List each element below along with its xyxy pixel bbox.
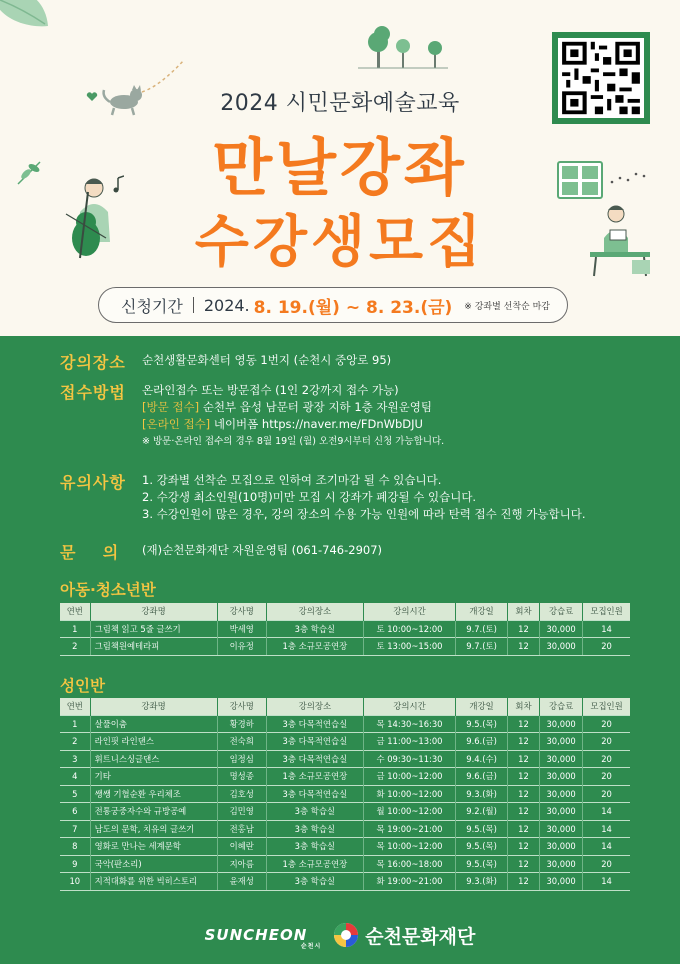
table-cell: 지적대화를 위한 빅히스토리 bbox=[90, 873, 217, 891]
table-cell: 20 bbox=[583, 785, 630, 803]
adult-section-title: 성인반 bbox=[60, 677, 105, 695]
column-header: 강의장소 bbox=[266, 603, 363, 620]
notice-item: 1. 강좌별 선착순 모집으로 인하여 조기마감 될 수 있습니다. bbox=[142, 473, 442, 487]
table-cell: 1층 소규모공연장 bbox=[266, 768, 363, 786]
table-cell: 토 13:00~15:00 bbox=[363, 638, 455, 656]
adult-course-rows bbox=[60, 715, 630, 890]
table-cell: 14 bbox=[583, 820, 630, 838]
column-header: 강좌명 bbox=[90, 603, 217, 620]
table-header-row bbox=[60, 698, 630, 715]
table-cell: 20 bbox=[583, 715, 630, 733]
table-cell: 쌩쌩 기혈순환 우리체조 bbox=[90, 785, 217, 803]
table-cell: 9.5.(목) bbox=[456, 715, 508, 733]
apply-note: ※ 방문·온라인 접수의 경우 8월 19일 (월) 오전9시부터 신청 가능합니다. bbox=[142, 436, 445, 447]
youth-section-title: 아동·청소년반 bbox=[60, 581, 156, 599]
table-cell: 12 bbox=[507, 620, 539, 638]
youth-course-rows bbox=[60, 620, 630, 655]
table-cell: 7 bbox=[60, 820, 90, 838]
table-cell: 김민영 bbox=[217, 803, 266, 821]
table-cell: 황경하 bbox=[217, 715, 266, 733]
table-cell: 14 bbox=[583, 803, 630, 821]
apply-visit-line bbox=[142, 399, 444, 416]
suncheon-city-logo bbox=[204, 926, 322, 950]
table-cell: 30,000 bbox=[540, 638, 583, 656]
period-year: 2024. bbox=[203, 295, 250, 315]
table-cell: 12 bbox=[507, 855, 539, 873]
table-cell: 남도의 문학, 치유의 글쓰기 bbox=[90, 820, 217, 838]
venue-text: 순천생활문화센터 영동 1번지 (순천시 중앙로 95) bbox=[142, 353, 392, 367]
table-cell: 3층 다목적연습실 bbox=[266, 750, 363, 768]
apply-text bbox=[142, 380, 444, 450]
table-row bbox=[60, 768, 630, 786]
table-cell: 9.6.(금) bbox=[456, 768, 508, 786]
period-dates: 8. 19.(월) ~ 8. 23.(금) bbox=[253, 297, 453, 318]
table-cell: 3층 학습실 bbox=[266, 620, 363, 638]
column-header: 모집인원 bbox=[583, 698, 630, 715]
table-cell: 5 bbox=[60, 785, 90, 803]
column-header: 강의시간 bbox=[363, 603, 455, 620]
table-cell: 윤재성 bbox=[217, 873, 266, 891]
table-row bbox=[60, 750, 630, 768]
table-row bbox=[60, 715, 630, 733]
poster-header bbox=[0, 0, 680, 336]
table-cell: 12 bbox=[507, 873, 539, 891]
table-cell: 토 10:00~12:00 bbox=[363, 620, 455, 638]
table-cell: 3층 다목적연습실 bbox=[266, 715, 363, 733]
contact-text: (재)순천문화재단 자원운영팀 (061-746-2907) bbox=[142, 543, 383, 557]
table-cell: 1층 소규모공연장 bbox=[266, 638, 363, 656]
table-cell: 수 09:30~11:30 bbox=[363, 750, 455, 768]
apply-online-tag: [온라인 접수] bbox=[142, 417, 211, 431]
column-header: 연번 bbox=[60, 603, 90, 620]
table-cell: 30,000 bbox=[540, 838, 583, 856]
table-cell: 1층 소규모공연장 bbox=[266, 855, 363, 873]
youth-course-table bbox=[60, 603, 630, 656]
table-cell: 4 bbox=[60, 768, 90, 786]
column-header: 강사명 bbox=[217, 603, 266, 620]
table-cell: 20 bbox=[583, 733, 630, 751]
table-row bbox=[60, 785, 630, 803]
table-cell: 3층 학습실 bbox=[266, 873, 363, 891]
application-period-banner bbox=[98, 287, 568, 323]
table-cell: 목 10:00~12:00 bbox=[363, 838, 455, 856]
notice-text bbox=[142, 470, 586, 523]
table-cell: 3 bbox=[60, 750, 90, 768]
table-cell: 20 bbox=[583, 750, 630, 768]
table-cell: 그림책 읽고 5줄 글쓰기 bbox=[90, 620, 217, 638]
table-cell: 지아름 bbox=[217, 855, 266, 873]
table-cell: 20 bbox=[583, 855, 630, 873]
table-cell: 30,000 bbox=[540, 733, 583, 751]
table-cell: 30,000 bbox=[540, 768, 583, 786]
table-cell: 임정심 bbox=[217, 750, 266, 768]
leaf-decoration-icon bbox=[0, 0, 60, 46]
suncheon-logo-subtext: 순천시 bbox=[300, 943, 322, 950]
notice-row bbox=[60, 470, 586, 523]
table-cell: 12 bbox=[507, 820, 539, 838]
table-cell: 박세영 bbox=[217, 620, 266, 638]
table-cell: 9.2.(월) bbox=[456, 803, 508, 821]
column-header: 회차 bbox=[507, 698, 539, 715]
table-cell: 국악(판소리) bbox=[90, 855, 217, 873]
table-row bbox=[60, 733, 630, 751]
table-cell: 9.7.(토) bbox=[456, 620, 508, 638]
table-cell: 이혜란 bbox=[217, 838, 266, 856]
table-cell: 목 19:00~21:00 bbox=[363, 820, 455, 838]
table-cell: 금 10:00~12:00 bbox=[363, 768, 455, 786]
table-cell: 20 bbox=[583, 768, 630, 786]
contact-row bbox=[60, 540, 382, 563]
table-cell: 목 14:30~16:30 bbox=[363, 715, 455, 733]
table-cell: 전홍남 bbox=[217, 820, 266, 838]
table-cell: 전통궁중자수와 규방공예 bbox=[90, 803, 217, 821]
column-header: 개강일 bbox=[456, 698, 508, 715]
suncheon-logo-text: SUNCHEON bbox=[204, 926, 308, 944]
contact-label: 문 의 bbox=[60, 543, 120, 562]
venue-row bbox=[60, 350, 391, 373]
table-cell: 9.3.(화) bbox=[456, 785, 508, 803]
table-cell: 화 19:00~21:00 bbox=[363, 873, 455, 891]
column-header: 강좌명 bbox=[90, 698, 217, 715]
table-cell: 영화로 만나는 세계문학 bbox=[90, 838, 217, 856]
table-cell: 1 bbox=[60, 620, 90, 638]
table-cell: 3층 학습실 bbox=[266, 803, 363, 821]
table-cell: 9.5.(목) bbox=[456, 855, 508, 873]
table-cell: 명성종 bbox=[217, 768, 266, 786]
table-cell: 1 bbox=[60, 715, 90, 733]
table-cell: 12 bbox=[507, 803, 539, 821]
apply-row bbox=[60, 380, 444, 450]
table-cell: 12 bbox=[507, 768, 539, 786]
table-cell: 월 10:00~12:00 bbox=[363, 803, 455, 821]
table-cell: 목 16:00~18:00 bbox=[363, 855, 455, 873]
table-cell: 14 bbox=[583, 838, 630, 856]
apply-online-line[interactable] bbox=[142, 416, 444, 433]
column-header: 강습료 bbox=[540, 603, 583, 620]
table-cell: 전숙희 bbox=[217, 733, 266, 751]
poster-title-line1: 만날강좌 bbox=[212, 131, 468, 204]
table-cell: 30,000 bbox=[540, 750, 583, 768]
table-cell: 30,000 bbox=[540, 873, 583, 891]
table-cell: 3층 다목적연습실 bbox=[266, 733, 363, 751]
table-cell: 14 bbox=[583, 620, 630, 638]
table-cell: 라인핏 라인댄스 bbox=[90, 733, 217, 751]
notice-label: 유의사항 bbox=[60, 473, 126, 492]
table-cell: 14 bbox=[583, 873, 630, 891]
apply-visit-text: 순천부 읍성 남문터 광장 지하 1층 자원운영팀 bbox=[199, 400, 432, 414]
table-cell: 휘트니스싱글댄스 bbox=[90, 750, 217, 768]
table-row bbox=[60, 838, 630, 856]
table-cell: 12 bbox=[507, 638, 539, 656]
table-row bbox=[60, 820, 630, 838]
period-label: 신청기간 bbox=[121, 296, 183, 316]
table-cell: 9.4.(수) bbox=[456, 750, 508, 768]
column-header: 강의시간 bbox=[363, 698, 455, 715]
table-cell: 12 bbox=[507, 785, 539, 803]
table-row bbox=[60, 855, 630, 873]
column-header: 강의장소 bbox=[266, 698, 363, 715]
poster-title-line2: 수강생모집 bbox=[194, 210, 486, 275]
table-cell: 9 bbox=[60, 855, 90, 873]
table-cell: 12 bbox=[507, 838, 539, 856]
column-header: 모집인원 bbox=[583, 603, 630, 620]
foundation-logo bbox=[333, 922, 475, 949]
table-cell: 김호성 bbox=[217, 785, 266, 803]
table-cell: 30,000 bbox=[540, 785, 583, 803]
table-cell: 12 bbox=[507, 715, 539, 733]
table-cell: 8 bbox=[60, 838, 90, 856]
table-cell: 10 bbox=[60, 873, 90, 891]
table-header-row bbox=[60, 603, 630, 620]
table-row bbox=[60, 873, 630, 891]
table-cell: 9.3.(화) bbox=[456, 873, 508, 891]
table-cell: 30,000 bbox=[540, 803, 583, 821]
table-cell: 이유정 bbox=[217, 638, 266, 656]
period-note: ※ 강좌별 선착순 마감 bbox=[464, 301, 550, 312]
table-row bbox=[60, 620, 630, 638]
poster-details bbox=[0, 336, 680, 964]
apply-line1: 온라인접수 또는 방문접수 (1인 2강까지 접수 가능) bbox=[142, 383, 399, 397]
table-cell: 살풀이춤 bbox=[90, 715, 217, 733]
table-cell: 9.5.(목) bbox=[456, 838, 508, 856]
foundation-logo-text: 순천문화재단 bbox=[365, 925, 476, 948]
apply-visit-tag: [방문 접수] bbox=[142, 400, 200, 414]
table-cell: 2 bbox=[60, 733, 90, 751]
notice-item: 2. 수강생 최소인원(10명)미만 모집 시 강좌가 폐강될 수 있습니다. bbox=[142, 490, 477, 504]
apply-online-text[interactable]: 네이버폼 https://naver.me/FDnWbDJU bbox=[210, 417, 423, 431]
table-cell: 6 bbox=[60, 803, 90, 821]
table-cell: 2 bbox=[60, 638, 90, 656]
table-cell: 3층 다목적연습실 bbox=[266, 785, 363, 803]
table-cell: 9.5.(목) bbox=[456, 820, 508, 838]
column-header: 회차 bbox=[507, 603, 539, 620]
column-header: 강습료 bbox=[540, 698, 583, 715]
column-header: 연번 bbox=[60, 698, 90, 715]
table-cell: 12 bbox=[507, 733, 539, 751]
foundation-emblem-icon bbox=[333, 922, 359, 948]
trees-illustration-icon bbox=[358, 20, 448, 70]
venue-label: 강의장소 bbox=[60, 353, 126, 372]
table-cell: 12 bbox=[507, 750, 539, 768]
column-header: 강사명 bbox=[217, 698, 266, 715]
table-cell: 3층 학습실 bbox=[266, 838, 363, 856]
table-row bbox=[60, 803, 630, 821]
table-cell: 기타 bbox=[90, 768, 217, 786]
table-cell: 9.7.(토) bbox=[456, 638, 508, 656]
table-cell: 30,000 bbox=[540, 715, 583, 733]
table-cell: 3층 학습실 bbox=[266, 820, 363, 838]
adult-course-table bbox=[60, 698, 630, 891]
table-cell: 화 10:00~12:00 bbox=[363, 785, 455, 803]
period-divider bbox=[193, 297, 194, 313]
poster-subtitle: 2024 시민문화예술교육 bbox=[220, 91, 460, 116]
table-cell: 20 bbox=[583, 638, 630, 656]
table-cell: 금 11:00~13:00 bbox=[363, 733, 455, 751]
apply-label: 접수방법 bbox=[60, 383, 126, 402]
table-cell: 30,000 bbox=[540, 620, 583, 638]
table-cell: 30,000 bbox=[540, 820, 583, 838]
table-cell: 9.6.(금) bbox=[456, 733, 508, 751]
column-header: 개강일 bbox=[456, 603, 508, 620]
table-cell: 그림책원예테라피 bbox=[90, 638, 217, 656]
table-row bbox=[60, 638, 630, 656]
table-cell: 30,000 bbox=[540, 855, 583, 873]
notice-item: 3. 수강인원이 많은 경우, 강의 장소의 수용 가능 인원에 따라 탄력 접수 진행 가능합니다. bbox=[142, 507, 586, 521]
footer-logos bbox=[0, 906, 680, 964]
